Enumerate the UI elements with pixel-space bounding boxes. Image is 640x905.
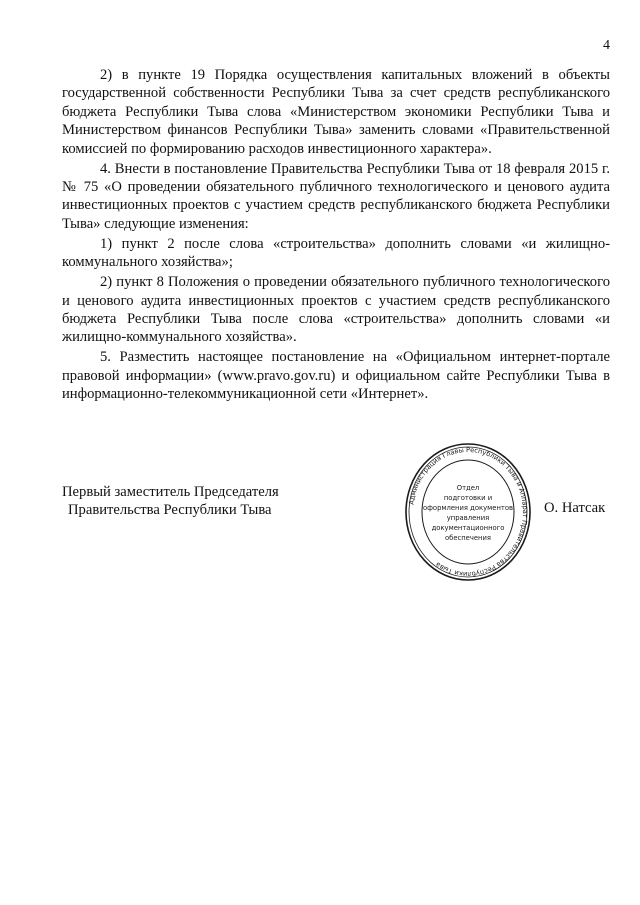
- paragraph-subitem-1: 1) пункт 2 после слова «строительства» дополнить словами «и жилищно-коммунального хозяйства»;: [62, 235, 610, 271]
- seal-inner-line: Отдел: [456, 484, 480, 492]
- seal-inner-line: обеспечения: [444, 534, 492, 542]
- signatory-name: О. Натсак: [544, 500, 606, 516]
- paragraph-section-5: 5. Разместить настоящее постановление на «Официальном интернет-портале правовой информации» (www.pravo.gov.ru) и официальном сайте Республики Тыва в информационно-телекоммуникационной сети «Интернет».: [62, 349, 610, 403]
- paragraph-section-4: 4. Внести в постановление Правительства Республики Тыва от 18 февраля 2015 г. № 75 «О проведении обязательного публичного технологического и ценового аудита инвестиционных проектов с участием средств республиканского бюджета Республики Тыва» следующие изменения:: [62, 160, 610, 232]
- document-body: [62, 66, 610, 404]
- signatory-title-line1: Первый заместитель Председателя: [62, 484, 279, 500]
- seal-inner-line: оформления документов: [422, 504, 514, 512]
- seal-inner-line: управления: [446, 514, 490, 522]
- paragraph-item-2: 2) в пункте 19 Порядка осуществления капитальных вложений в объекты государственной собственности Республики Тыва за счет средств республиканского бюджета Республики Тыва слова «Министерством экономики Республики Тыва и Министерством финансов Республики Тыва» заменить словами «Правительственной комиссией по формированию расходов инвестиционного характера».: [62, 67, 610, 157]
- seal-inner-ring: [422, 460, 514, 564]
- seal-outer-text-path: Администрация Главы Республики Тыва и Аппарат Правительства Республики Тыва: [407, 445, 530, 579]
- signatory-title: [62, 483, 279, 520]
- seal-inner-text: [423, 484, 513, 542]
- page-number: 4: [603, 38, 610, 53]
- seal-inner-line: документационного: [431, 524, 505, 532]
- seal-inner-line: подготовки и: [443, 494, 493, 502]
- seal-outer-ring: [406, 444, 530, 580]
- seal-outer-text: [407, 446, 529, 578]
- paragraph-subitem-2: 2) пункт 8 Положения о проведении обязательного публичного технологического и ценового аудита инвестиционных проектов с участием средств республиканского бюджета Республики Тыва после слова «строительства» дополнить словами «и жилищно-коммунального хозяйства».: [62, 274, 610, 346]
- signatory-title-line2: Правительства Республики Тыва: [68, 502, 272, 519]
- official-seal-stamp: [404, 442, 532, 582]
